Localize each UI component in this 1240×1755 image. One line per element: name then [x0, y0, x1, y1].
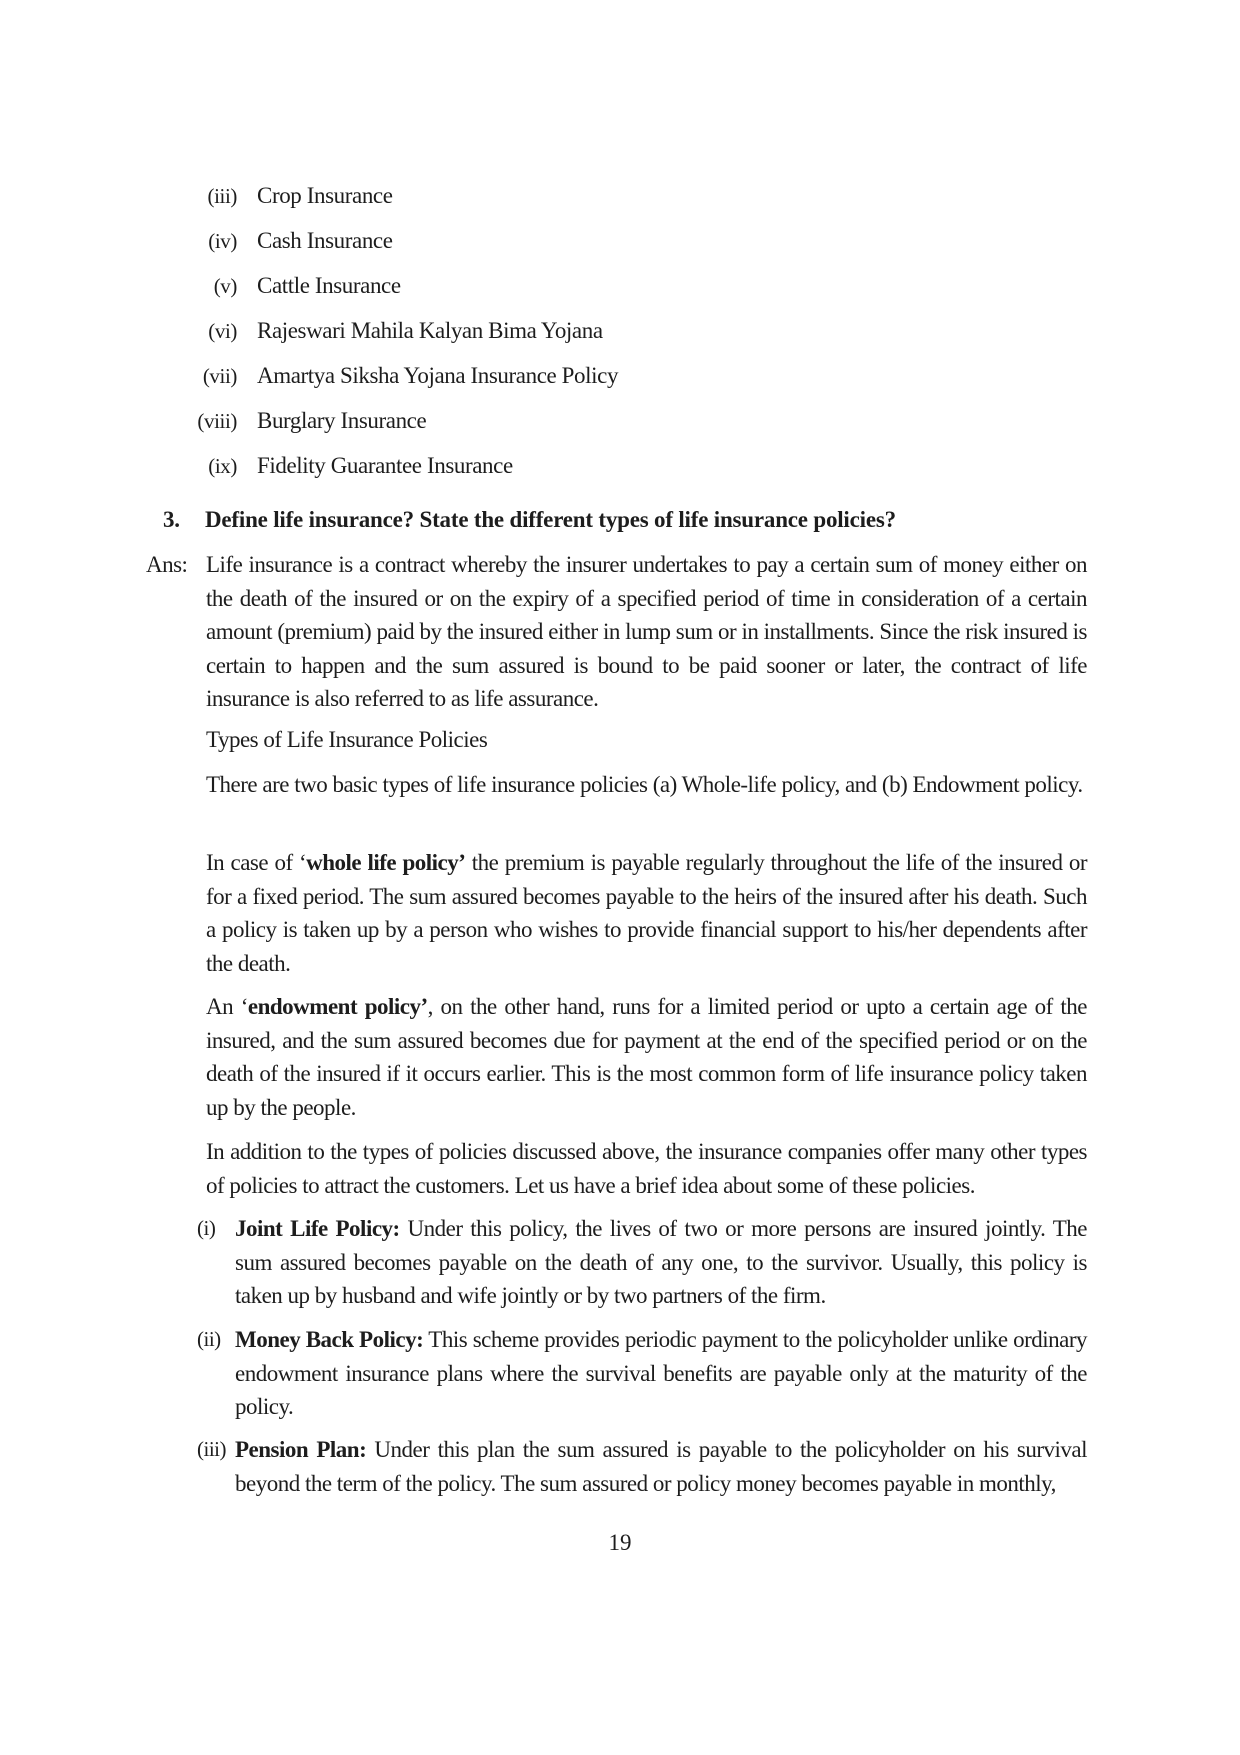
endowment-term: endowment policy’	[247, 994, 428, 1019]
list-item	[195, 449, 995, 494]
page-number: 19	[608, 1530, 632, 1555]
endowment-text: , on the other hand, runs for a limited period or upto a certain age of the insured, and the sum assured becomes due for payment at the end of the specified period or on the death of the insured if it occurs earlier. This is the most common form of life insurance policy taken up by the people.	[206, 994, 1087, 1120]
list-item	[195, 404, 995, 449]
policy-description: This scheme provides periodic payment to the policyholder unlike ordinary endowment insurance plans where the survival benefits are payable only at the maturity of the policy.	[235, 1327, 1087, 1419]
policy-item-pension-plan	[197, 1433, 1087, 1500]
endowment-prefix: An ‘	[206, 994, 248, 1019]
whole-life-paragraph	[206, 846, 1087, 980]
whole-life-prefix: In case of ‘	[206, 850, 307, 875]
list-item-number: (vi)	[208, 319, 237, 343]
policy-item-joint-life	[197, 1212, 1087, 1313]
question-text: Define life insurance? State the different types of life insurance policies?	[205, 507, 896, 532]
list-item	[195, 269, 995, 314]
list-item-number: (v)	[213, 274, 237, 298]
list-item-text: Amartya Siksha Yojana Insurance Policy	[257, 363, 619, 388]
policy-description: Under this policy, the lives of two or more persons are insured jointly. The sum assured becomes payable on the death of any one, to the survivor. Usually, this policy is taken up by husband and wife jointly or by two partners of the firm.	[235, 1216, 1088, 1308]
policy-term: Pension Plan:	[235, 1437, 367, 1462]
answer-label: Ans:	[146, 552, 188, 577]
list-item-text: Crop Insurance	[257, 183, 393, 208]
list-item	[195, 314, 995, 359]
policy-text	[235, 1433, 1087, 1500]
other-policies-intro: In addition to the types of policies discussed above, the insurance companies offer many other types of policies to attract the customers. Let us have a brief idea about some of these policies.	[206, 1139, 1087, 1198]
endowment-paragraph	[206, 990, 1087, 1124]
list-item-text: Cash Insurance	[257, 228, 393, 253]
question-number: 3.	[163, 507, 180, 532]
policy-term: Joint Life Policy:	[235, 1216, 400, 1241]
list-item-text: Fidelity Guarantee Insurance	[257, 453, 513, 478]
list-item-number: (iii)	[207, 184, 237, 208]
list-item-text: Cattle Insurance	[257, 273, 401, 298]
policy-number: (i)	[197, 1216, 216, 1240]
types-intro-paragraph: There are two basic types of life insurance policies (a) Whole-life policy, and (b) Endowment policy.	[206, 772, 1083, 797]
list-item-number: (ix)	[208, 454, 237, 478]
list-item	[195, 224, 995, 269]
list-item	[195, 179, 995, 224]
list-item-number: (vii)	[202, 364, 237, 388]
types-heading: Types of Life Insurance Policies	[206, 727, 488, 752]
insurance-types-list	[195, 179, 995, 494]
whole-life-term: whole life policy’	[306, 850, 466, 875]
policy-text	[235, 1212, 1087, 1313]
list-item	[195, 359, 995, 404]
policy-number: (ii)	[197, 1327, 221, 1351]
policy-item-money-back	[197, 1323, 1087, 1424]
list-item-number: (iv)	[208, 229, 237, 253]
list-item-text: Rajeswari Mahila Kalyan Bima Yojana	[257, 318, 603, 343]
policy-number: (iii)	[197, 1437, 226, 1461]
definition-paragraph: Life insurance is a contract whereby the insurer undertakes to pay a certain sum of money either on the death of the insured or on the expiry of a specified period of time in consideration of a certain amount (premium) paid by the insured either in lump sum or in installments. Since the risk insured is certain to happen and the sum assured is bound to be paid sooner or later, the contract of life insurance is also referred to as life assurance.	[206, 552, 1087, 711]
list-item-text: Burglary Insurance	[257, 408, 427, 433]
policy-description: Under this plan the sum assured is payable to the policyholder on his survival beyond the term of the policy. The sum assured or policy money becomes payable in monthly,	[235, 1437, 1087, 1496]
question-heading	[163, 505, 1093, 535]
whole-life-text: the premium is payable regularly throughout the life of the insured or for a fixed period. The sum assured becomes payable to the heirs of the insured after his death. Such a policy is taken up by a person who wishes to provide financial support to his/her dependents after the death.	[206, 850, 1087, 976]
list-item-number: (viii)	[197, 409, 237, 433]
policy-text	[235, 1323, 1087, 1424]
policy-term: Money Back Policy:	[235, 1327, 424, 1352]
